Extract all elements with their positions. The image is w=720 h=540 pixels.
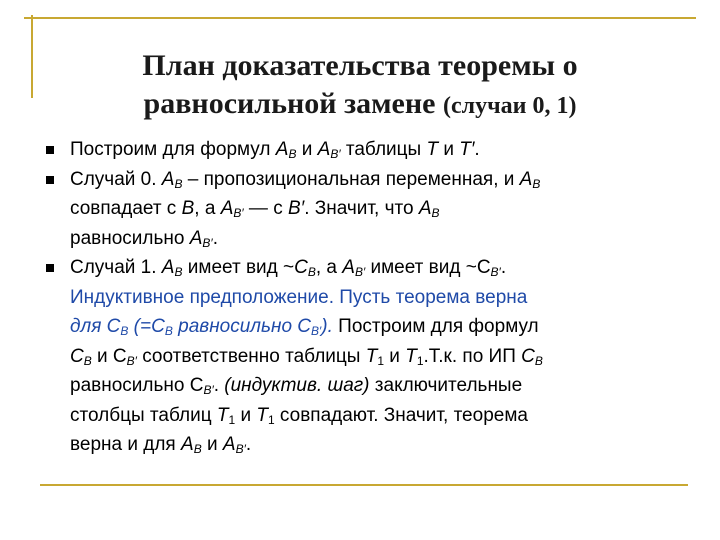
text: равносильно <box>70 227 190 249</box>
bullet-square-icon <box>46 176 54 184</box>
bullet-square-icon <box>46 146 54 154</box>
text: и <box>201 434 223 455</box>
text: – пропозициональная переменная, и <box>182 168 520 190</box>
subscript-b: B <box>307 265 316 279</box>
formula-a: A <box>275 139 289 160</box>
text: . <box>245 434 252 455</box>
title-line-2 <box>60 85 660 125</box>
text: равносильно C <box>70 375 204 396</box>
text: равносильно C <box>172 316 312 337</box>
text: . Значит, что <box>304 198 419 219</box>
table-t: T <box>216 404 229 426</box>
subscript-b-prime: B′ <box>202 235 213 250</box>
text: (=C <box>128 316 165 337</box>
text: имеет вид ~C <box>365 257 491 278</box>
formula-a: A <box>161 257 175 278</box>
text: совпадает с <box>70 198 182 219</box>
text: .Т.к. по ИП <box>423 345 522 367</box>
formula-b-prime: B′ <box>287 198 305 219</box>
text: , а <box>194 198 221 219</box>
subscript-b: B <box>120 324 129 338</box>
subscript-b-prime: B′ <box>330 147 341 161</box>
formula-c: C <box>106 316 121 337</box>
text: . <box>500 257 507 278</box>
subscript-b: B <box>534 353 543 368</box>
subscript-b: B <box>431 206 440 220</box>
title-line-1: План доказательства теоремы о <box>142 49 578 82</box>
subscript-b: B <box>174 265 183 279</box>
text: соответственно таблицы <box>136 345 366 367</box>
formula-a: A <box>519 168 533 190</box>
bullet-item-3 <box>40 253 700 460</box>
title-cases: (случаи 0, 1) <box>442 93 577 119</box>
formula-a: A <box>222 434 236 455</box>
subscript-b: B <box>174 176 183 191</box>
formula-a: A <box>342 257 355 278</box>
text: — с <box>243 198 288 219</box>
bullet-item-1 <box>40 135 700 165</box>
text: Случай 0. <box>70 168 162 190</box>
induction-step: (индуктив. шаг) <box>224 375 370 396</box>
table-t: T <box>426 139 439 160</box>
text: верна и для <box>70 434 181 455</box>
subscript-b: B <box>83 353 92 368</box>
text: и <box>438 139 460 160</box>
formula-a: A <box>418 198 432 219</box>
formula-a: A <box>317 139 331 160</box>
subscript-1: 1 <box>416 353 424 368</box>
subscript-1: 1 <box>377 353 385 368</box>
formula-c: C <box>70 345 84 367</box>
subscript-b: B <box>532 176 541 191</box>
text: заключительные <box>369 375 523 396</box>
frame-accent-top <box>24 17 696 19</box>
text: для <box>70 316 107 337</box>
subscript-1: 1 <box>267 412 275 427</box>
table-t: T <box>365 345 378 367</box>
slide-title <box>60 47 660 125</box>
formula-a: A <box>161 168 175 190</box>
hypothesis-line <box>70 316 333 337</box>
subscript-b: B <box>193 442 202 456</box>
table-t: T <box>405 345 417 367</box>
formula-b: B <box>181 198 195 219</box>
bullet-list <box>40 135 700 460</box>
table-t: T <box>256 404 268 426</box>
subscript-b: B <box>288 147 297 161</box>
formula-a: A <box>220 198 234 219</box>
frame-accent-bottom <box>40 484 688 486</box>
subscript-b-prime: B′ <box>354 265 366 279</box>
subscript-b-prime: B′ <box>233 206 244 220</box>
bullet-square-icon <box>46 264 54 272</box>
subscript-1: 1 <box>228 412 236 427</box>
text: , а <box>315 257 343 278</box>
text: Построим для формул <box>70 139 276 160</box>
text: Случай 1. <box>70 257 162 278</box>
formula-a: A <box>189 227 203 249</box>
frame-accent-vertical <box>31 15 33 98</box>
formula-a: A <box>181 434 194 455</box>
text: ). <box>321 316 333 337</box>
text: Построим для формул <box>332 316 539 337</box>
subscript-b-prime: B′ <box>235 442 246 456</box>
subscript-b: B <box>164 324 173 338</box>
induction-hypothesis: Индуктивное предположение. Пусть теорема верна <box>70 286 528 308</box>
bullet-item-2 <box>40 165 700 254</box>
text: таблицы <box>340 139 427 160</box>
subscript-b-prime: B′ <box>203 383 214 397</box>
text: . <box>474 139 480 160</box>
text: и C <box>91 345 127 367</box>
formula-c: C <box>521 345 535 367</box>
text: и <box>384 345 406 367</box>
text: и <box>296 139 318 160</box>
table-t-prime: T′ <box>459 139 475 160</box>
subscript-b-prime: B′ <box>311 324 322 338</box>
text: . <box>212 227 218 249</box>
title-main: равносильной замене <box>143 87 436 120</box>
text: . <box>213 375 225 396</box>
text: совпадают. Значит, теорема <box>274 404 528 426</box>
text: столбцы таблиц <box>70 404 217 426</box>
text: и <box>235 404 257 426</box>
subscript-b-prime: B′ <box>126 353 137 368</box>
formula-c: C <box>294 257 308 278</box>
text: имеет вид ~ <box>182 257 295 278</box>
subscript-b-prime: B′ <box>490 265 501 279</box>
